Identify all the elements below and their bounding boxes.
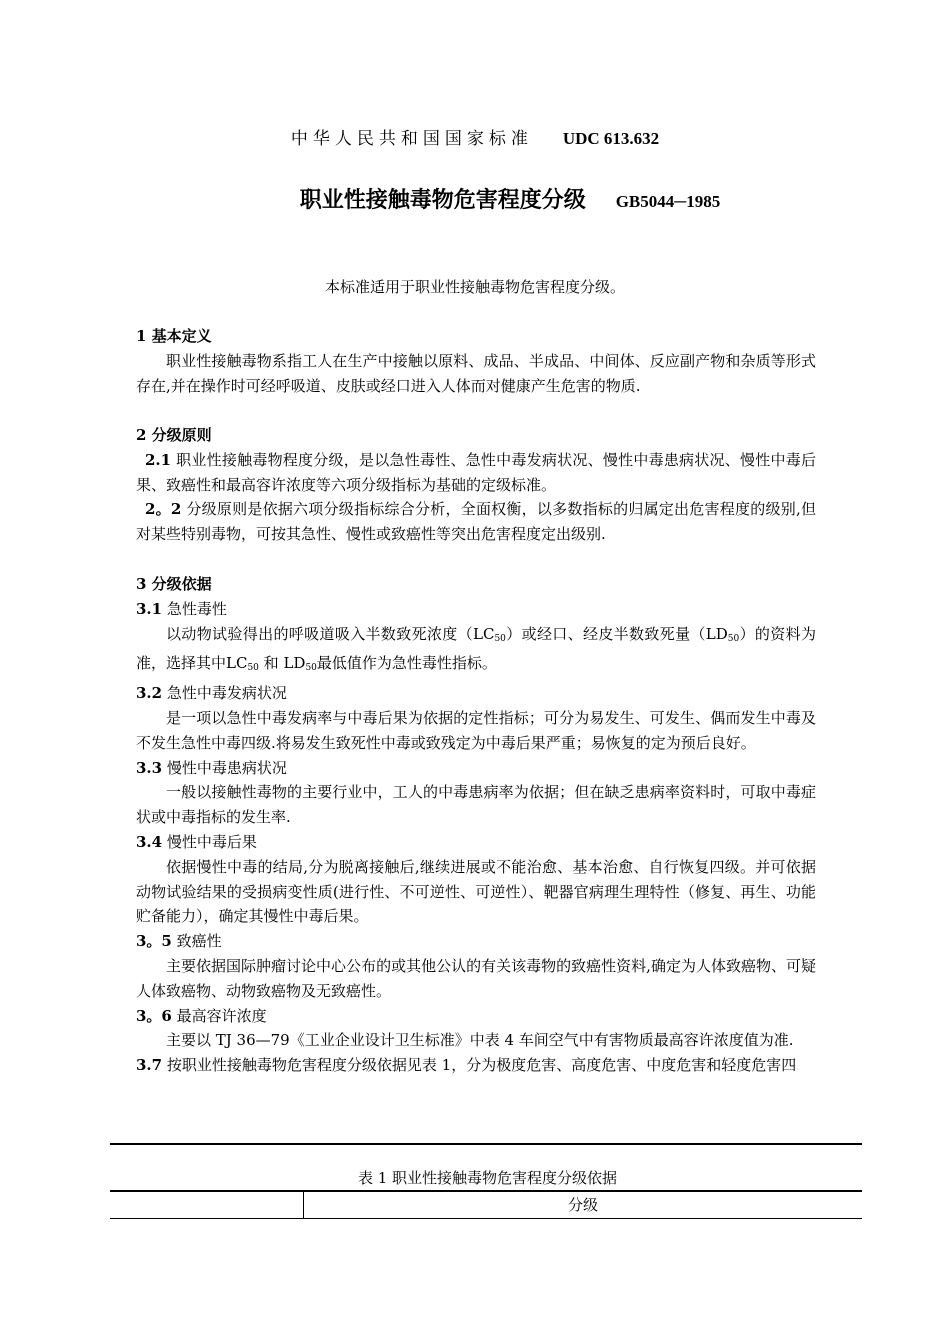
clause-number: 3.4 <box>136 832 163 851</box>
clause-number: 2。2 <box>145 500 182 519</box>
clause-number: 3.1 <box>136 599 163 618</box>
subscript: 50 <box>305 663 317 674</box>
clause-heading <box>136 681 816 706</box>
table-caption: 表 1 职业性接触毒物危害程度分级依据 <box>357 1169 618 1187</box>
standard-header <box>0 124 950 149</box>
clause-heading <box>136 929 816 954</box>
clause-text: 按职业性接触毒物危害程度分级依据见表 1，分为极度危害、高度危害、中度危害和轻度危害四 <box>166 1056 797 1075</box>
subscript: 50 <box>247 663 259 674</box>
section-divider <box>110 1143 862 1145</box>
paragraph: 是一项以急性中毒发病率与中毒后果为依据的定性指标；可分为易发生、可发生、偶而发生中毒及不发生急性中毒四级.将易发生致死性中毒或致残定为中毒后果严重；易恢复的定为预后良好。 <box>136 708 816 752</box>
clause-number: 2.1 <box>145 450 172 469</box>
clause-number: 3。5 <box>136 932 172 951</box>
table-header-cell-empty <box>110 1192 304 1218</box>
clause-number: 3。6 <box>136 1006 172 1025</box>
clause-title: 急性中毒发病状况 <box>166 684 287 703</box>
clause-number: 3.2 <box>136 684 163 703</box>
paragraph <box>136 497 816 547</box>
clause-heading <box>136 1004 816 1029</box>
text-run: 以动物试验得出的呼吸道吸入半数致死浓度（LC <box>166 624 495 643</box>
classification-table <box>110 1190 862 1219</box>
text-run: 和 LD <box>258 654 306 673</box>
document-title: 职业性接触毒物危害程度分级 <box>299 187 586 213</box>
clause-title: 慢性中毒患病状况 <box>166 758 287 777</box>
section-1 <box>136 324 816 398</box>
section-heading: 3 分级依据 <box>136 575 212 593</box>
section-heading: 2 分级原则 <box>136 426 212 444</box>
udc-code: UDC 613.632 <box>562 129 660 148</box>
clause-heading <box>136 830 816 855</box>
section-3 <box>136 572 816 1078</box>
clause-title: 慢性中毒后果 <box>166 832 257 851</box>
subscript: 50 <box>494 633 506 644</box>
text-run: ）的资料为准，选择其中LC <box>136 624 816 673</box>
standard-org: 中华人民共和国国家标准 <box>290 129 533 149</box>
clause-text: 职业性接触毒物程度分级，是以急性毒性、急性中毒发病状况、慢性中毒患病状况、慢性中毒后果、致癌性和最高容许浓度等六项分级指标为基础的定级标准。 <box>136 450 816 494</box>
text-run: ）或经口、经皮半数致死量（LD <box>505 624 728 643</box>
clause-text: 分级原则是依据六项分级指标综合分析，全面权衡，以多数指标的归属定出危害程度的级别,但对某些特别毒物，可按其急性、慢性或致癌性等突出危害程度定出级别. <box>136 500 816 544</box>
document-title-line <box>0 183 950 214</box>
section-heading: 1 基本定义 <box>136 327 212 345</box>
subscript: 50 <box>727 633 740 644</box>
clause-heading <box>136 597 816 622</box>
paragraph: 依据慢性中毒的结局,分为脱离接触后,继续进展或不能治愈、基本治愈、自行恢复四级。并可依据动物试验结果的受损病变性质(进行性、不可逆性、可逆性）、靶器官病理生理特性（修复、再生、功能贮备能力），确定其慢性中毒后果。 <box>136 857 816 926</box>
clause-title: 致癌性 <box>176 932 222 951</box>
text-run: 最低值作为急性毒性指标。 <box>316 654 497 673</box>
clause-heading <box>136 756 816 781</box>
clause-number: 3.3 <box>136 758 163 777</box>
paragraph <box>136 622 816 682</box>
paragraph: 主要以 TJ 36—79《工业企业设计卫生标准》中表 4 车间空气中有害物质最高容许浓度值为准. <box>166 1031 794 1050</box>
scope-statement: 本标准适用于职业性接触毒物危害程度分级。 <box>324 278 625 296</box>
section-2 <box>136 423 816 547</box>
paragraph: 职业性接触毒物系指工人在生产中接触以原料、成品、半成品、中间体、反应副产物和杂质等形式存在,并在操作时可经呼吸道、皮肤或经口进入人体而对健康产生危害的物质. <box>136 351 816 395</box>
standard-code: GB5044─1985 <box>615 192 721 211</box>
clause-title: 急性毒性 <box>166 599 227 618</box>
paragraph: 一般以接触性毒物的主要行业中，工人的中毒患病率为依据；但在缺乏患病率资料时，可取中毒症状或中毒指标的发生率. <box>136 783 816 827</box>
table-header-cell: 分级 <box>567 1196 598 1214</box>
clause-number: 3.7 <box>136 1056 163 1075</box>
paragraph <box>136 448 816 498</box>
clause-title: 最高容许浓度 <box>176 1006 267 1025</box>
paragraph: 主要依据国际肿瘤讨论中心公布的或其他公认的有关该毒物的致癌性资料,确定为人体致癌物、可疑人体致癌物、动物致癌物及无致癌性。 <box>136 956 816 1000</box>
paragraph <box>136 1053 816 1078</box>
